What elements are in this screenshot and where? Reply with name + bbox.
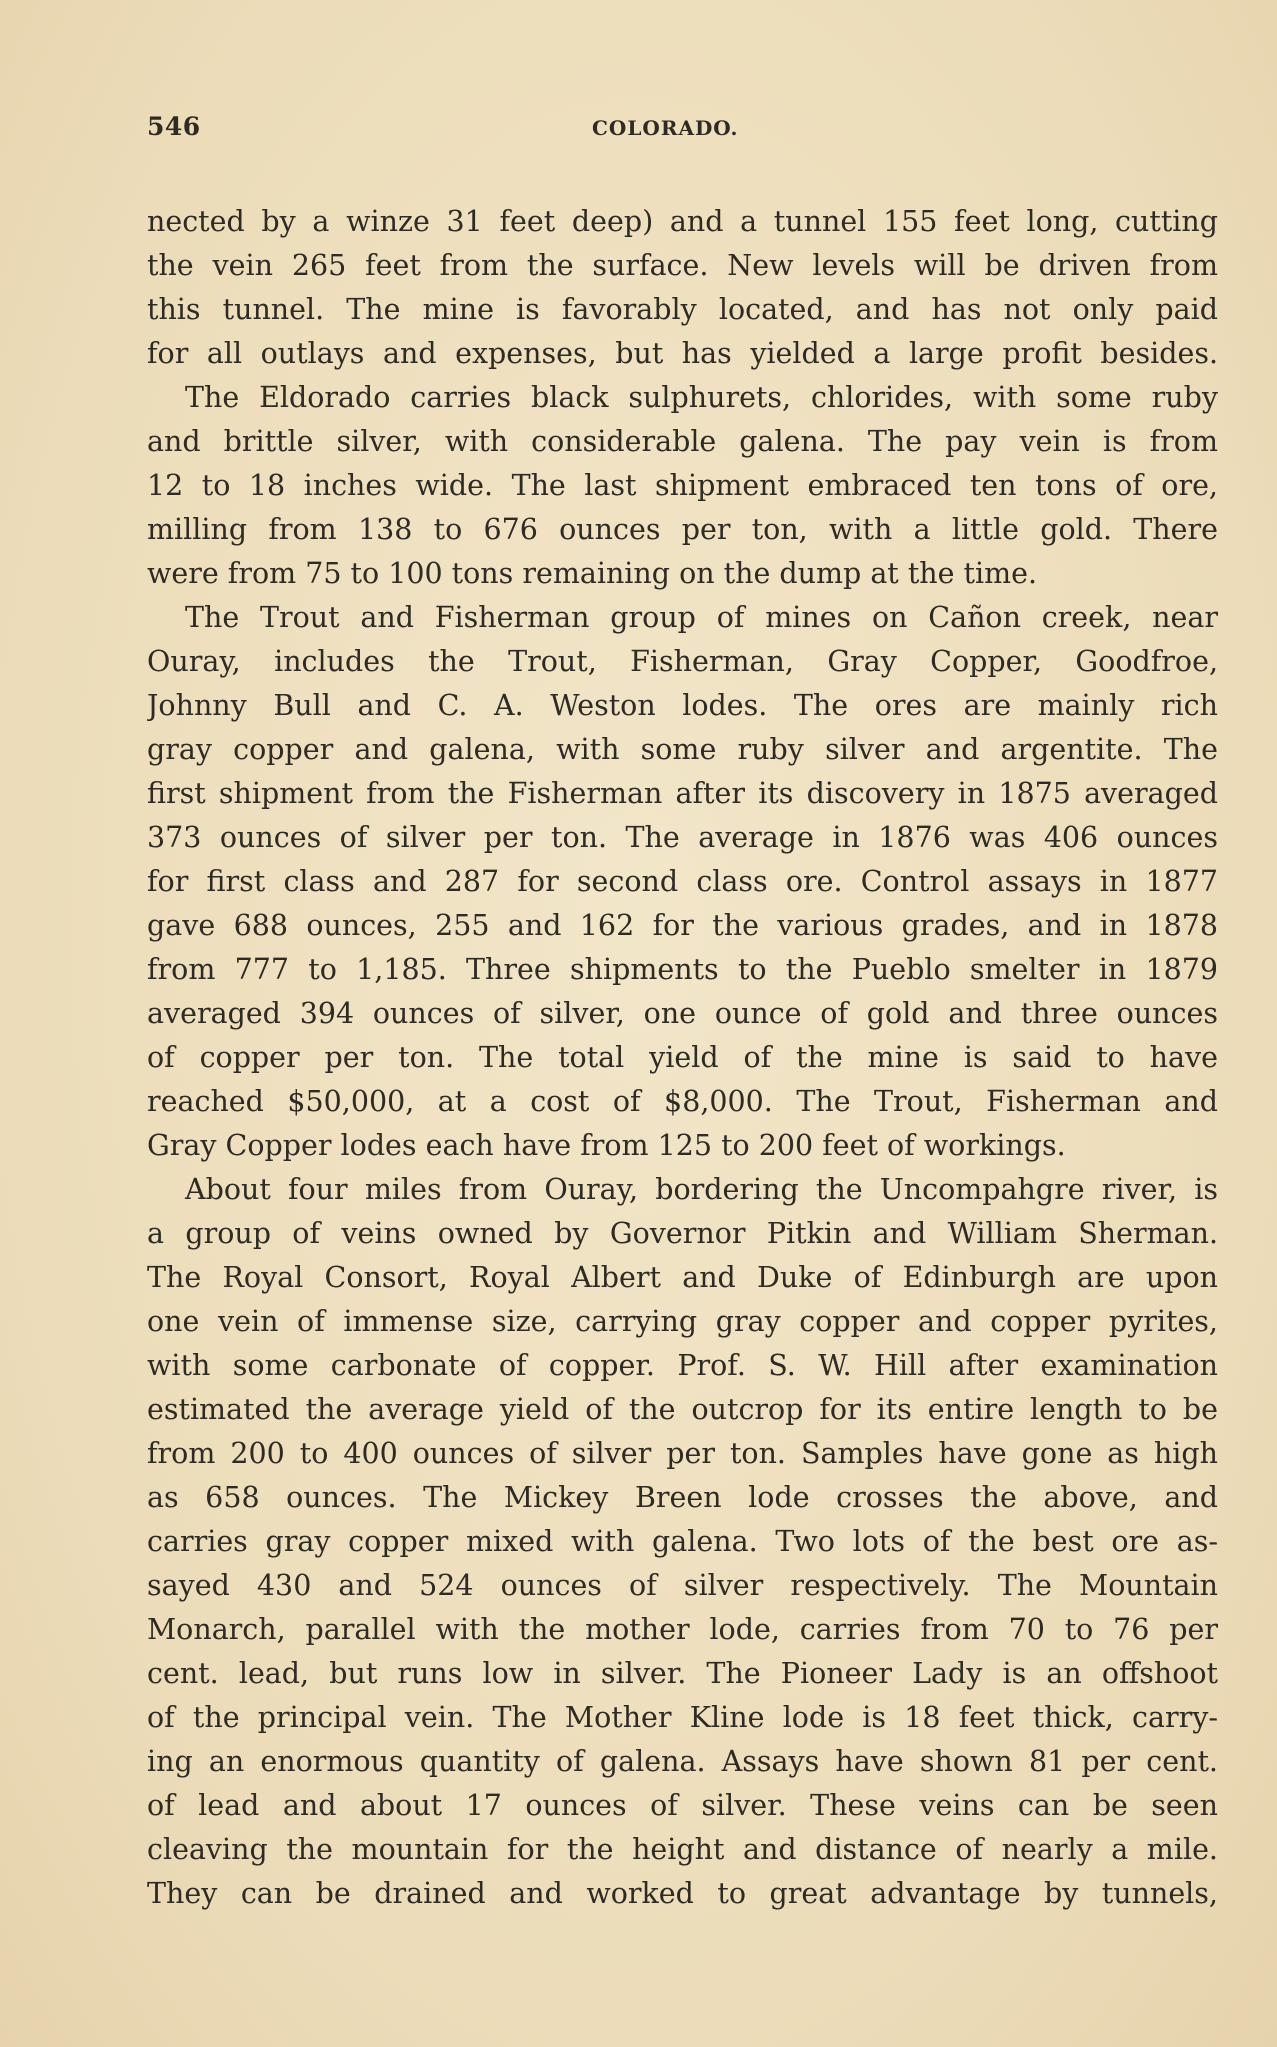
text-line: carries gray copper mixed with galena. Two lots of the best ore as- [147, 1525, 1218, 1558]
text-line: They can be drained and worked to great advantage by tunnels, [147, 1877, 1218, 1910]
text-line: reached $50,000, at a cost of $8,000. The Trout, Fisherman and [147, 1085, 1218, 1118]
body-text [147, 200, 1218, 1916]
text-line: and brittle silver, with considerable galena. The pay vein is from [147, 425, 1218, 458]
text-line: averaged 394 ounces of silver, one ounce of gold and three ounces [147, 997, 1218, 1030]
text-line: of lead and about 17 ounces of silver. These veins can be seen [147, 1789, 1218, 1822]
text-line: one vein of immense size, carrying gray copper and copper pyrites, [147, 1305, 1218, 1338]
text-line: nected by a winze 31 feet deep) and a tunnel 155 feet long, cutting [147, 205, 1218, 238]
text-line: estimated the average yield of the outcrop for its entire length to be [147, 1393, 1218, 1426]
paragraph-start-line: The Trout and Fisherman group of mines on Cañon creek, near [185, 601, 1218, 634]
paragraph-end-line: were from 75 to 100 tons remaining on the dump at the time. [147, 557, 1038, 590]
text-line: ing an enormous quantity of galena. Assays have shown 81 per cent. [147, 1745, 1218, 1778]
paragraph-start-line: About four miles from Ouray, bordering the Uncompahgre river, is [185, 1173, 1218, 1206]
text-line: sayed 430 and 524 ounces of silver respectively. The Mountain [147, 1569, 1218, 1602]
text-line: cleaving the mountain for the height and distance of nearly a mile. [147, 1833, 1218, 1866]
text-line: this tunnel. The mine is favorably located, and has not only paid [147, 293, 1218, 326]
text-line: of copper per ton. The total yield of the mine is said to have [147, 1041, 1218, 1074]
text-line: gave 688 ounces, 255 and 162 for the various grades, and in 1878 [147, 909, 1218, 942]
text-line: of the principal vein. The Mother Kline lode is 18 feet thick, carry- [147, 1701, 1218, 1734]
text-line: cent. lead, but runs low in silver. The Pioneer Lady is an offshoot [147, 1657, 1218, 1690]
text-line: from 200 to 400 ounces of silver per ton. Samples have gone as high [147, 1437, 1218, 1470]
text-line: Johnny Bull and C. A. Weston lodes. The ores are mainly rich [147, 689, 1218, 722]
text-line: the vein 265 feet from the surface. New levels will be driven from [147, 249, 1218, 282]
text-line: 373 ounces of silver per ton. The average in 1876 was 406 ounces [147, 821, 1218, 854]
text-line: 12 to 18 inches wide. The last shipment embraced ten tons of ore, [147, 469, 1218, 502]
text-line: milling from 138 to 676 ounces per ton, with a little gold. There [147, 513, 1218, 546]
text-line: a group of veins owned by Governor Pitkin and William Sherman. [147, 1217, 1218, 1250]
text-line: for all outlays and expenses, but has yielded a large profit besides. [147, 337, 1218, 370]
text-line: gray copper and galena, with some ruby silver and argentite. The [147, 733, 1218, 766]
text-line: Monarch, parallel with the mother lode, carries from 70 to 76 per [147, 1613, 1218, 1646]
text-line: with some carbonate of copper. Prof. S. W. Hill after examination [147, 1349, 1218, 1382]
text-line: as 658 ounces. The Mickey Breen lode crosses the above, and [147, 1481, 1218, 1514]
text-line: first shipment from the Fisherman after its discovery in 1875 averaged [147, 777, 1218, 810]
text-line: for first class and 287 for second class ore. Control assays in 1877 [147, 865, 1218, 898]
paragraph-start-line: The Eldorado carries black sulphurets, chlorides, with some ruby [185, 381, 1218, 414]
text-line: from 777 to 1,185. Three shipments to the Pueblo smelter in 1879 [147, 953, 1218, 986]
paragraph-end-line: Gray Copper lodes each have from 125 to 200 feet of workings. [147, 1129, 1066, 1162]
running-title: COLORADO. [592, 116, 739, 140]
text-line: The Royal Consort, Royal Albert and Duke of Edinburgh are upon [147, 1261, 1218, 1294]
running-head [147, 112, 1217, 152]
text-line: Ouray, includes the Trout, Fisherman, Gray Copper, Goodfroe, [147, 645, 1218, 678]
page-number: 546 [147, 112, 201, 141]
